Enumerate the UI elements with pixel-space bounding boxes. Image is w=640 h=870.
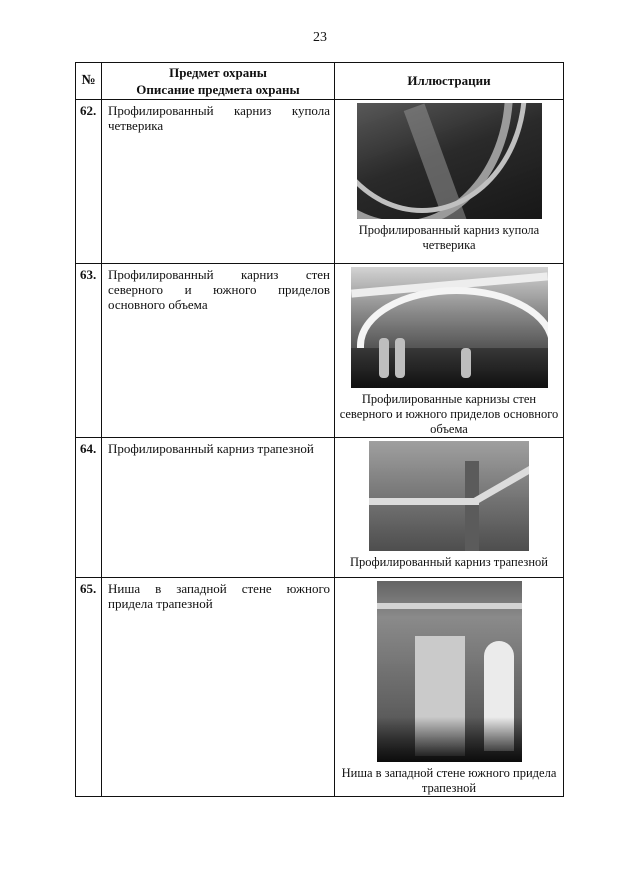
row-illustration bbox=[335, 578, 564, 797]
row-illustration bbox=[335, 264, 564, 438]
photo-caption: Профилированные карнизы стен северного и южного приделов основного объема bbox=[339, 392, 559, 436]
page-number: 23 bbox=[313, 30, 327, 45]
row-description-text: Ниша в западной стене южного придела трапезной bbox=[108, 581, 330, 611]
row-description-text: Профилированный карниз стен северного и южного приделов основного объема bbox=[108, 267, 330, 312]
photo-caption: Профилированный карниз трапезной bbox=[350, 555, 548, 569]
header-illustrations: Иллюстрации bbox=[335, 63, 564, 100]
table-header-row bbox=[76, 63, 564, 100]
photo-dome-cornice bbox=[357, 103, 542, 219]
photo-chapel-cornices bbox=[351, 267, 548, 388]
photo-caption: Ниша в западной стене южного придела трапезной bbox=[341, 766, 557, 795]
row-number: 62. bbox=[76, 100, 102, 264]
row-description-text: Профилированный карниз трапезной bbox=[108, 441, 314, 456]
table-row bbox=[76, 264, 564, 438]
table-row bbox=[76, 438, 564, 578]
row-description bbox=[102, 438, 335, 578]
row-number: 65. bbox=[76, 578, 102, 797]
header-description bbox=[102, 63, 335, 100]
photo-wall-niche bbox=[377, 581, 522, 762]
table-row bbox=[76, 578, 564, 797]
photo-caption: Профилированный карниз купола четверика bbox=[358, 223, 540, 252]
row-number: 64. bbox=[76, 438, 102, 578]
row-description bbox=[102, 100, 335, 264]
row-description bbox=[102, 578, 335, 797]
header-description-line1: Предмет охраны bbox=[169, 65, 267, 80]
row-illustration bbox=[335, 100, 564, 264]
protection-table bbox=[75, 62, 564, 797]
row-illustration bbox=[335, 438, 564, 578]
row-description-text: Профилированный карниз купола четверика bbox=[108, 103, 330, 133]
photo-refectory-cornice bbox=[369, 441, 529, 551]
row-description bbox=[102, 264, 335, 438]
table-row bbox=[76, 100, 564, 264]
header-description-line2: Описание предмета охраны bbox=[136, 82, 300, 97]
header-number: № bbox=[76, 63, 102, 100]
row-number: 63. bbox=[76, 264, 102, 438]
